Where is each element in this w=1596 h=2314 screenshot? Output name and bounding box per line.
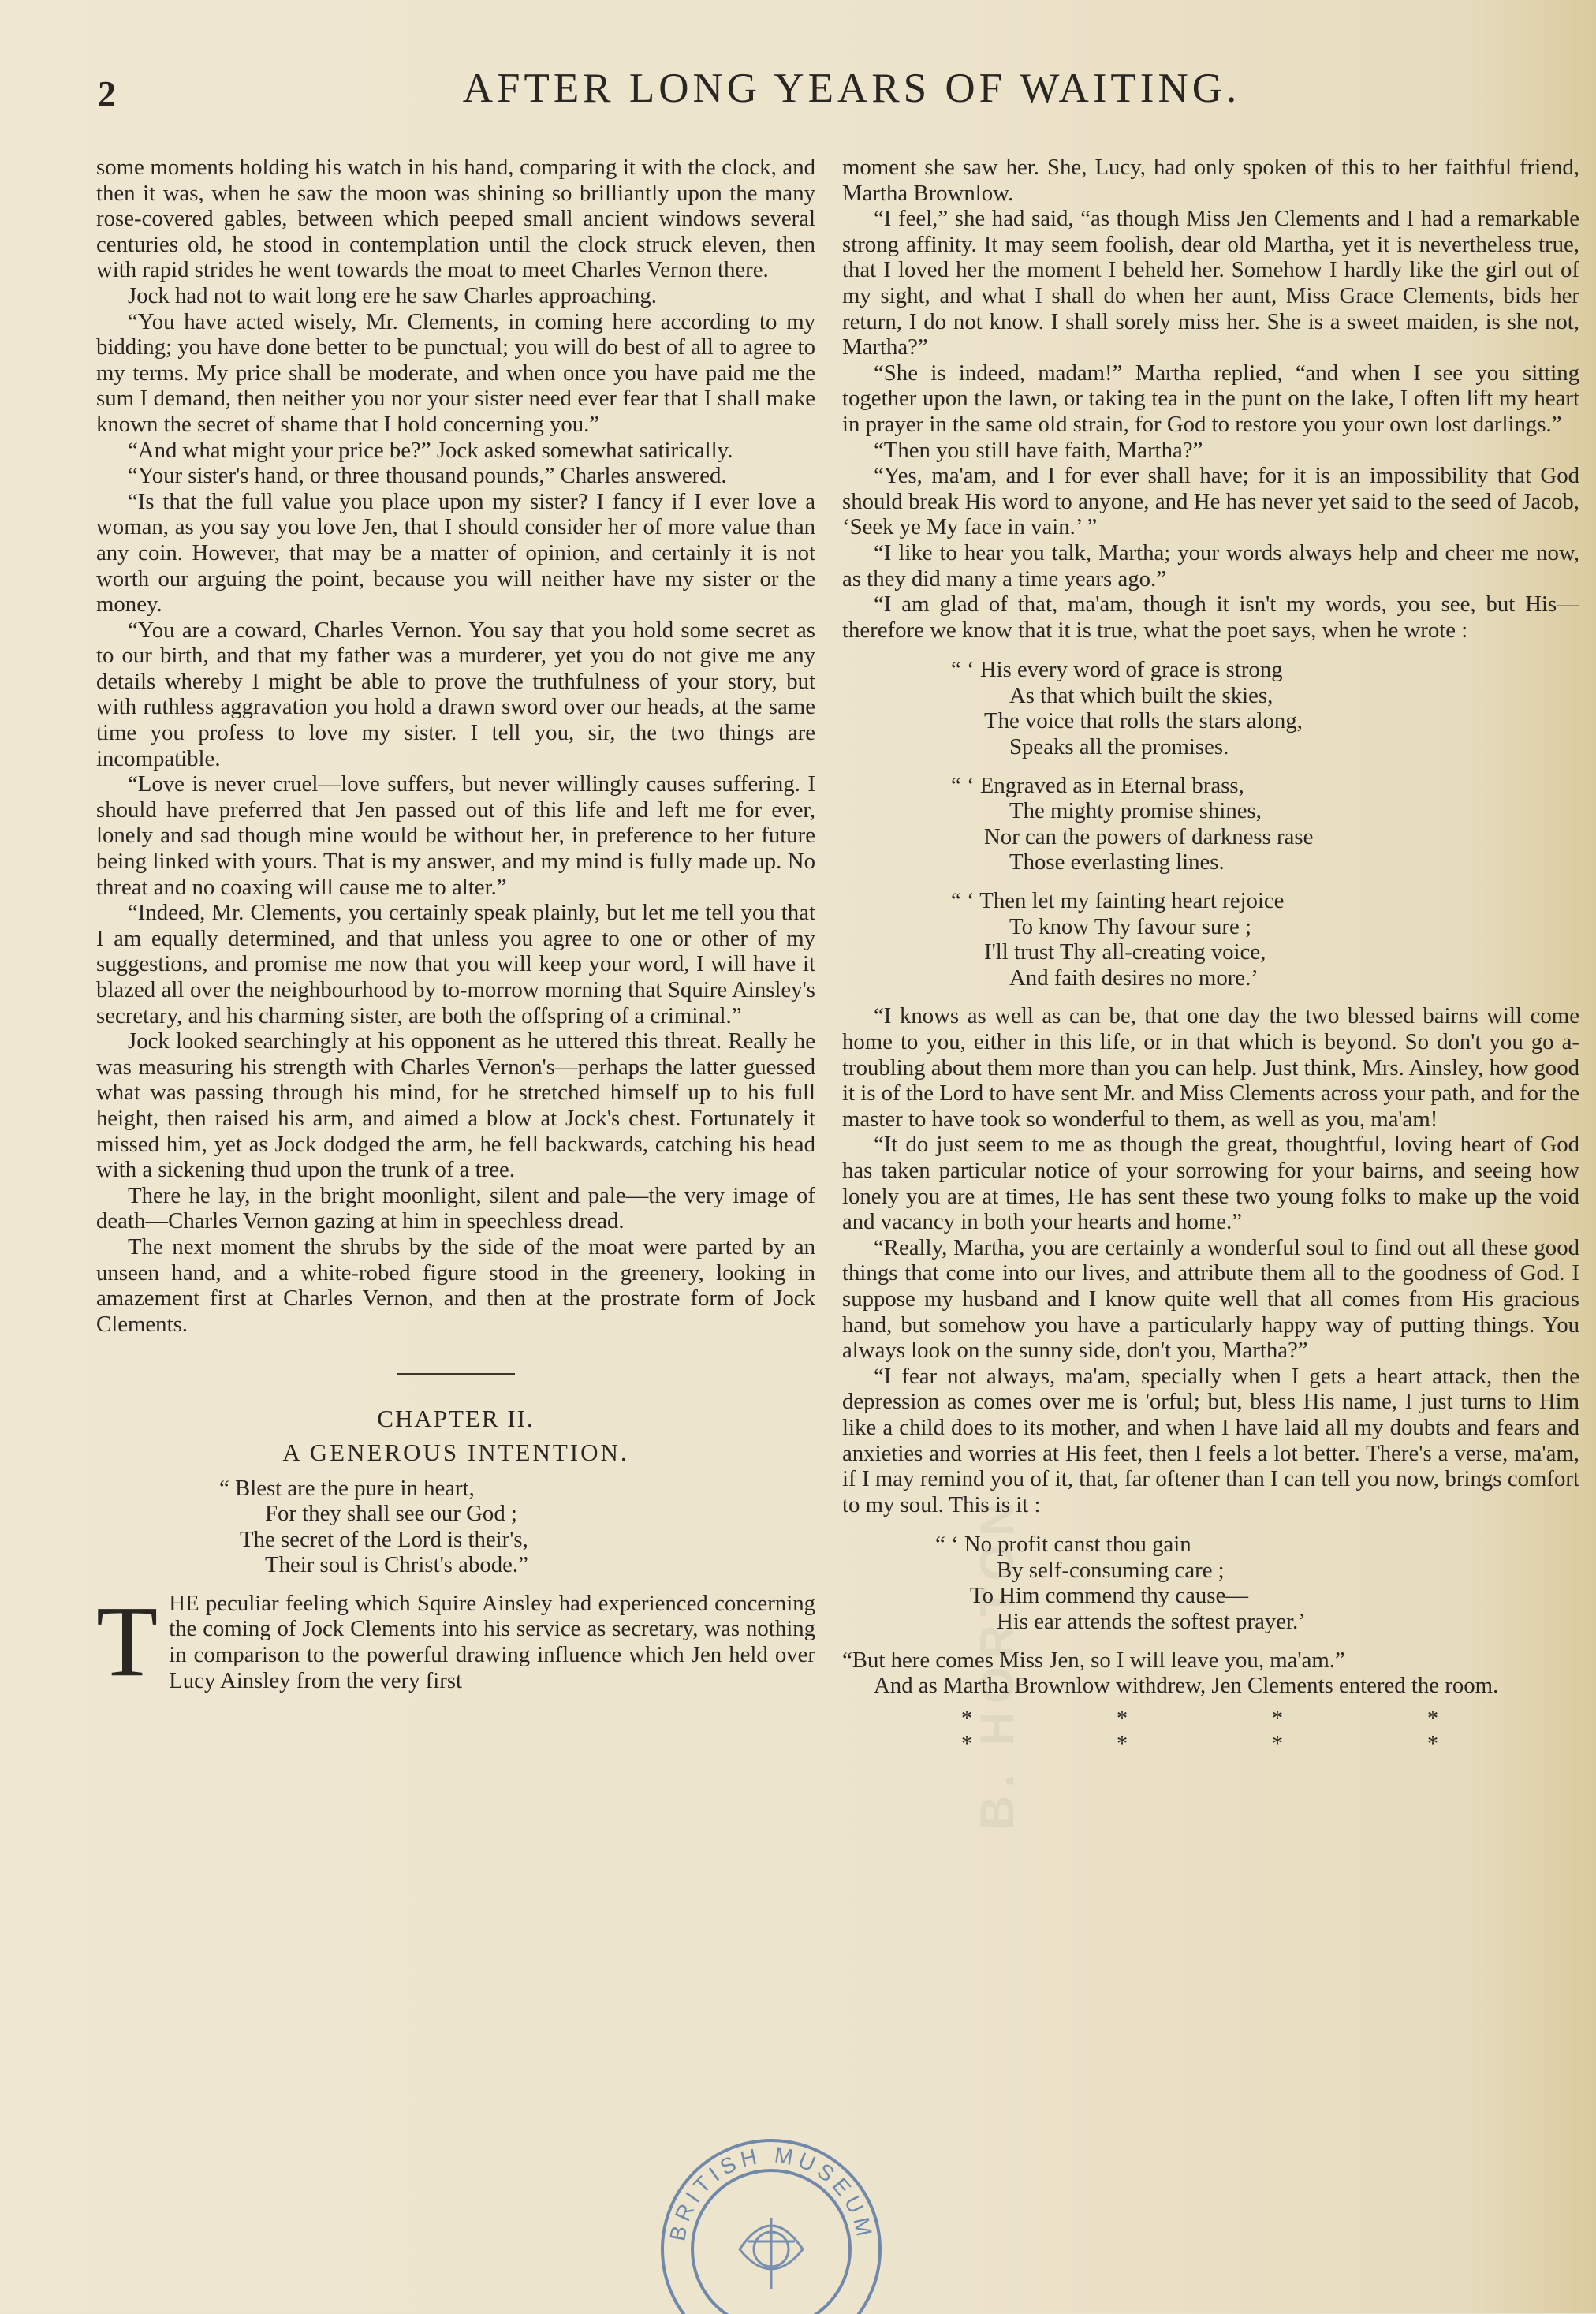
paragraph: “Indeed, Mr. Clements, you certainly speak plainly, but let me tell you that I am equally determined, and that unless you agree to one or other of my suggestions, and promise me now that you will keep your word, I will have it blazed all over the neighbourhood by to-morrow morning that Squire Ainsley's secretary, and his charming sister, are both the offspring of a criminal.”: [96, 900, 815, 1028]
verse-line: As that which built the skies,: [1009, 682, 1273, 708]
paragraph: “Then you still have faith, Martha?”: [874, 437, 1203, 463]
motto-line: For they shall see our God ;: [265, 1501, 517, 1527]
verse-stanza: [842, 657, 1579, 760]
motto-line: The secret of the Lord is their's,: [240, 1526, 528, 1552]
paragraph: “You are a coward, Charles Vernon. You say that you hold some secret as to our birth, and that my father was a murderer, yet you do not give me any details whereby I might be able to prove the truthfulness of your story, but with ruthless aggravation you hold a drawn sword over our heads, at the same time you profess to love my sister. I tell you, sir, the two things are incompatible.: [96, 617, 815, 771]
verse-line: “ ‘ Engraved as in Eternal brass,: [951, 772, 1244, 798]
hymn-verse: [842, 1532, 1579, 1634]
page-number: 2: [98, 73, 117, 114]
left-column: [96, 155, 815, 1697]
paragraph: Jock looked searchingly at his opponent as he uttered this threat. Really he was measuring his strength with Charles Vernon's—perhaps the latter guessed what was passing through his mind, for he stretched himself up to his full height, then raised his arm, and aimed a blow at Jock's chest. Fortunately it missed him, yet as Jock dodged the arm, he fell backwards, catching his head with a sickening thud upon the trunk of a tree.: [96, 1028, 815, 1183]
verse-line: Nor can the powers of darkness rase: [984, 823, 1314, 849]
library-stamp-icon: [653, 2131, 889, 2314]
verse-line: The voice that rolls the stars along,: [984, 708, 1303, 734]
paragraph: “Really, Martha, you are certainly a wonderful soul to find out all these good things that come into our lives, and attribute them all to the goodness of God. I suppose my husband and I know quite well that all comes from His gracious hand, but somehow you have a particularly happy way of putting things. You always look on the sunny side, don't you, Martha?”: [842, 1234, 1579, 1364]
verse-line: “ ‘ Then let my fainting heart rejoice: [951, 888, 1285, 914]
paragraph: “I feel,” she had said, “as though Miss Jen Clements and I had a remarkable strong affinity. It may seem foolish, dear old Martha, yet it is nevertheless true, that I loved her the moment I beheld her. Somehow I hardly like the girl out of my sight, and what I shall do when her aunt, Miss Grace Clements, bids her return, I do not know. I shall sorely miss her. She is a sweet maiden, is she not, Martha?”: [842, 206, 1579, 360]
verse-line: His ear attends the softest prayer.’: [997, 1609, 1306, 1635]
verse-line: Those everlasting lines.: [1009, 849, 1225, 875]
paragraph: “I fear not always, ma'am, specially when I gets a heart attack, then the depression as comes over me is 'orful; but, bless His name, I just turns to Him like a child does to its mother, and when I have laid all my doubts and fears and anxieties and worries at His feet, then I feels a lot better. There's a verse, ma'am, if I may remind you of it, that, far oftener than I can tell you now, brings comfort to my soul. This is it :: [842, 1363, 1579, 1517]
chapter-title: A GENEROUS INTENTION.: [282, 1438, 629, 1466]
verse-line: To know Thy favour sure ;: [1009, 913, 1251, 939]
paragraph: There he lay, in the bright moonlight, silent and pale—the very image of death—Charles Vernon gazing at him in speechless dread.: [96, 1182, 815, 1234]
paragraph: “Is that the full value you place upon my sister? I fancy if I ever love a woman, as you say you love Jen, that I should consider her of more value than any coin. However, that may be a matter of opinion, and certainly it is not worth our arguing the point, because you will neither have my sister or the money.: [96, 488, 815, 618]
verse-line: I'll trust Thy all-creating voice,: [984, 939, 1266, 965]
paragraph: “Love is never cruel—love suffers, but never willingly causes suffering. I should have preferred that Jen passed out of this life and left me for ever, lonely and sad though mine would be without her, in preference to her future being linked with yours. That is my answer, and my mind is fully made up. No threat and no coaxing will cause me to alter.”: [96, 771, 815, 900]
verse-line: “ ‘ No profit canst thou gain: [935, 1532, 1191, 1558]
section-divider: [397, 1373, 515, 1375]
hymn-verse: [842, 657, 1579, 991]
paragraph: moment she saw her. She, Lucy, had only spoken of this to her faithful friend, Martha Brownlow.: [842, 155, 1579, 206]
motto-line: Their soul is Christ's abode.”: [265, 1552, 528, 1578]
stamp-ring-text: BRITISH MUSEUM: [665, 2142, 878, 2243]
chapter-number: CHAPTER II.: [377, 1405, 535, 1433]
paragraph: “And what might your price be?” Jock asked somewhat satirically.: [128, 437, 733, 463]
drop-cap: T: [96, 1584, 158, 1697]
verse-line: To Him commend thy cause—: [970, 1583, 1249, 1609]
section-stars: * * * * * * * *: [961, 1706, 1508, 1757]
verse-line: The mighty promise shines,: [1009, 798, 1262, 824]
paragraph: And as Martha Brownlow withdrew, Jen Clements entered the room.: [874, 1673, 1499, 1699]
verse-stanza: [842, 1532, 1579, 1634]
opening-paragraph: [96, 1584, 815, 1697]
paragraph: “Yes, ma'am, and I for ever shall have; for it is an impossibility that God should break His word to anyone, and He has never yet said to the seed of Jacob, ‘Seek ye My face in vain.’ ”: [842, 463, 1579, 540]
verse-stanza: [842, 773, 1579, 875]
paragraph: “But here comes Miss Jen, so I will leave you, ma'am.”: [842, 1647, 1345, 1673]
paragraph: “I knows as well as can be, that one day the two blessed bairns will come home to you, either in this life, or in that which is beyond. So don't you go a-troubling about them more than you can help. Just think, Mrs. Ainsley, how good it is of the Lord to have sent Mr. and Miss Clements across your path, and for the master to have took so wonderful to them, as well as you, ma'am!: [842, 1003, 1579, 1132]
opening-text: HE peculiar feeling which Squire Ainsley had experienced concerning the coming of Jock Clements into his service as secretary, was nothing in comparison to the powerful drawing influence which Jen held over Lucy Ainsley from the very first: [169, 1590, 815, 1693]
right-column: [842, 155, 1579, 1758]
paragraph: “You have acted wisely, Mr. Clements, in coming here according to my bidding; you have done better to be punctual; you will do best of all to agree to my terms. My price shall be moderate, and when once you have paid me the sum I demand, then neither you nor your sister need ever fear that I shall make known the secret of shame that I hold concerning you.”: [96, 308, 815, 437]
verse-line: By self-consuming care ;: [997, 1557, 1225, 1583]
paragraph: “Your sister's hand, or three thousand pounds,” Charles answered.: [128, 463, 727, 489]
paragraph: some moments holding his watch in his hand, comparing it with the clock, and then it was, when he saw the moon was shining so brilliantly upon the many rose-covered gables, between which peeped small ancient windows several centuries old, he stood in contemplation until the clock struck eleven, then with rapid strides he went towards the moat to meet Charles Vernon there.: [96, 155, 815, 283]
paragraph: “It do just seem to me as though the great, thoughtful, loving heart of God has taken particular notice of your sorrowing for your bairns, and seeing how lonely you are at times, He has sent these two young folks to make up the void and vacancy in both your hearts and home.”: [842, 1132, 1579, 1235]
faint-watermark: B. HORTON: [971, 1494, 1024, 1830]
paragraph: Jock had not to wait long ere he saw Charles approaching.: [128, 282, 657, 308]
paragraph: “I like to hear you talk, Martha; your words always help and cheer me now, as they did many a time years ago.”: [842, 539, 1579, 592]
paragraph: The next moment the shrubs by the side of the moat were parted by an unseen hand, and a white-robed figure stood in the greenery, looking in amazement first at Charles Vernon, and then at the prostrate form of Jock Clements.: [96, 1234, 815, 1337]
verse-line: “ ‘ His every word of grace is strong: [951, 657, 1283, 683]
verse-stanza: [842, 888, 1579, 991]
paragraph: “I am glad of that, ma'am, though it isn't my words, you see, but His—therefore we know that it is true, what the poet says, when he wrote :: [842, 592, 1579, 643]
running-title: AFTER LONG YEARS OF WAITING.: [462, 65, 1241, 111]
paragraph: “She is indeed, madam!” Martha replied, “and when I see you sitting together upon the lawn, or taking tea in the punt on the lake, I often lift my heart in prayer in the same old strain, for God to restore you your own lost darlings.”: [842, 360, 1579, 437]
verse-line: And faith desires no more.’: [1009, 965, 1259, 991]
motto-line: “ Blest are the pure in heart,: [219, 1475, 475, 1501]
verse-line: Speaks all the promises.: [1009, 734, 1229, 760]
chapter-motto: [96, 1476, 815, 1578]
